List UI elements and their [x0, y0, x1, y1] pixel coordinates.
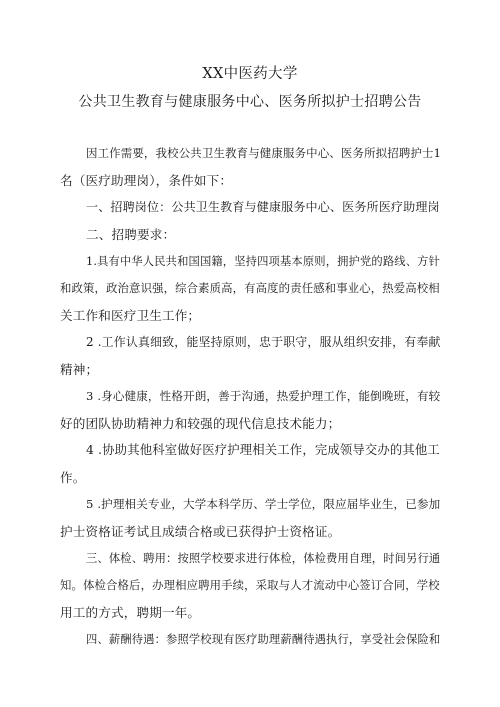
university-title: XX中医药大学 [202, 66, 298, 82]
text-line: 因工作需要，我校公共卫生教育与健康服务中心、医务所拟招聘护士1 [86, 146, 442, 160]
text-line: 名（医疗助理岗），条件如下： [60, 173, 233, 188]
text-line: 4 .协助其他科室做好医疗护理相关工作，完成领导交办的其他工 [86, 443, 440, 457]
paragraph-intro [60, 140, 440, 194]
paragraph-requirement-1 [60, 248, 440, 329]
paragraph-requirement-5 [60, 491, 440, 545]
text-line: 作。 [60, 470, 86, 485]
text-line: 用工的方式，聘期一年。 [60, 605, 201, 620]
text-line: 精神； [60, 362, 99, 377]
text-line: 四、薪酬待遇：参照学校现有医疗助理薪酬待遇执行，享受社会保险和 [86, 633, 441, 646]
text-line: 2 .工作认真细致，能坚持原则，忠于职守，服从组织安排，有奉献 [86, 335, 441, 349]
text-line: 知。体检合格后，办理相应聘用手续，采取与人才流动中心签订合同，学校 [60, 578, 440, 592]
text-line: 关工作和医疗卫生工作； [60, 308, 201, 323]
paragraph-requirements-heading [60, 221, 440, 248]
paragraph-requirement-4 [60, 437, 440, 491]
paragraph-post [60, 194, 440, 221]
text-line: 和政策，政治意识强，综合素质高，有高度的责任感和事业心，热爱高校相 [60, 281, 440, 295]
text-line: 护士资格证考试且成绩合格或已获得护士资格证。 [60, 524, 341, 539]
paragraph-salary [60, 626, 440, 653]
text-line: 二、招聘要求： [86, 227, 176, 242]
text-line: 一、招聘岗位：公共卫生教育与健康服务中心、医务所医疗助理岗 [86, 200, 440, 214]
paragraph-requirement-2 [60, 329, 440, 383]
text-line: 5 .护理相关专业，大学本科学历、学士学位，限应届毕业生，已参加 [86, 497, 441, 511]
text-line: 3 .身心健康，性格开朗，善于沟通，热爱护理工作，能倒晚班，有较 [86, 389, 441, 403]
announcement-title: 公共卫生教育与健康服务中心、医务所拟护士招聘公告 [78, 94, 422, 110]
text-line: 三、体检、聘用：按照学校要求进行体检，体检费用自理，时间另行通 [86, 552, 441, 565]
text-line: 好的团队协助精神力和较强的现代信息技术能力； [60, 416, 341, 431]
text-line: 1.具有中华人民共和国国籍，坚持四项基本原则，拥护党的路线、方针 [86, 255, 441, 268]
paragraph-requirement-3 [60, 383, 440, 437]
paragraph-exam-hiring [60, 545, 440, 626]
